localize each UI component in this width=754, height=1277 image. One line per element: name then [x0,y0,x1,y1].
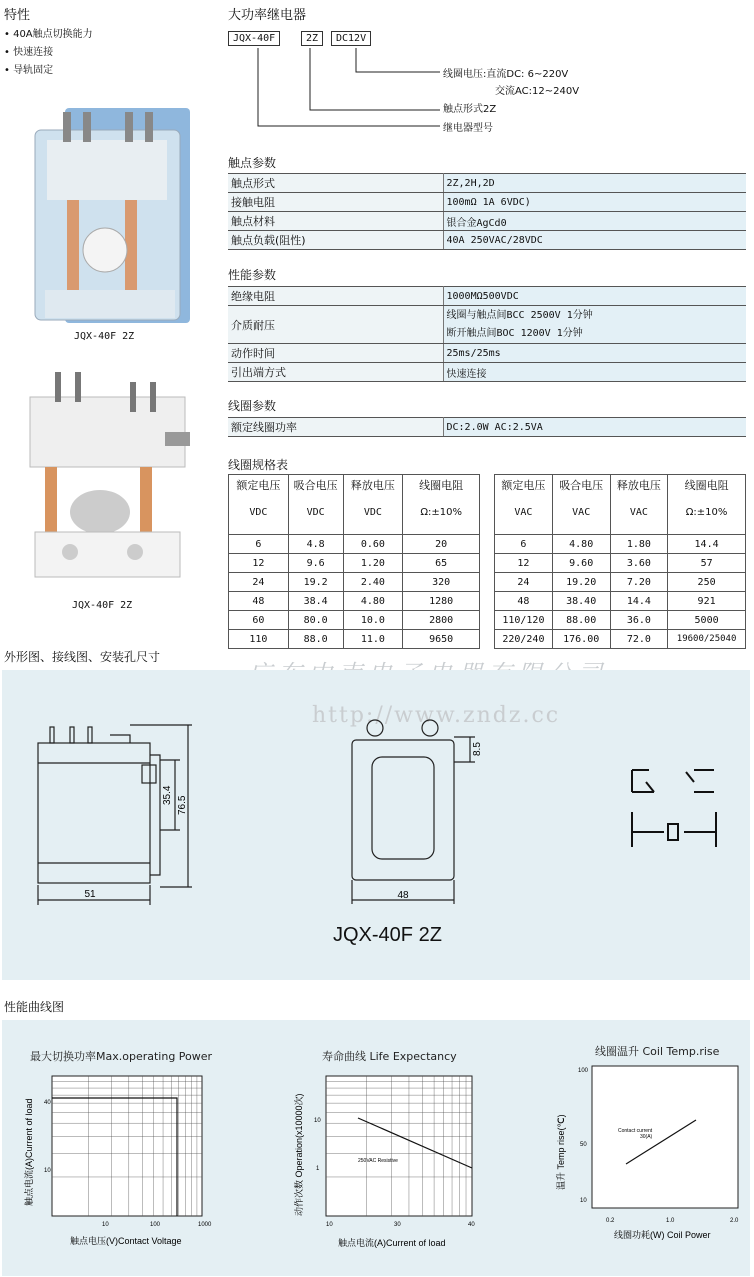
coil-spec-title: 线圈规格表 [228,458,289,472]
tick-label: 40 [468,1222,475,1228]
table-row: 6 4.80 1.80 14.4 [495,535,746,554]
chart-life-note: 250VAC Resistive [358,1158,398,1164]
contact-form-box: 2Z [301,31,323,46]
chart-life-ylabel: 动作次数 Operation(x10000次) [294,1093,304,1216]
coil-voltage-box: DC12V [331,31,371,46]
chart-temp-note: 30(A) [640,1134,653,1140]
table-row: 6 4.8 0.60 20 [229,535,480,554]
contact-params-table [228,173,746,250]
photo-caption-1: JQX-40F 2Z [74,331,135,342]
table-row: 触点负载(阻性) 40A 250VAC/28VDC [228,231,746,250]
table-row: 60 80.0 10.0 2800 [229,611,480,630]
tick-label: 10 [44,1168,51,1174]
table-row: 触点材料 银合金AgCd0 [228,212,746,231]
tick-label: 10 [314,1118,321,1124]
chart-max-power-xlabel: 触点电压(V)Contact Voltage [70,1236,182,1246]
features-section [4,4,93,80]
dim-width-label: 51 [84,889,96,900]
tick-label: 30 [394,1222,401,1228]
tick-label: 10 [580,1198,587,1204]
tick-label: 50 [580,1142,587,1148]
table-row: 介质耐压 线圈与触点间BCC 2500V 1分钟 断开触点间BOC 1200V 1分钟 [228,306,746,344]
model-code-leaders [228,48,443,128]
tick-label: 1000 [198,1222,212,1228]
tick-label: 100 [578,1068,589,1074]
wiring-diagram [624,762,724,854]
tick-label: 1 [316,1166,320,1172]
relay-photo-top [25,100,195,330]
table-row: 12 9.6 1.20 65 [229,554,480,573]
dim-mount-label: 8.5 [472,742,483,756]
table-row: 引出端方式 快速连接 [228,363,746,382]
tick-label: 1.0 [666,1218,675,1224]
photo-caption-2: JQX-40F 2Z [72,600,133,611]
table-row: 动作时间 25ms/25ms [228,344,746,363]
feature-item: • 快速连接 [4,47,54,58]
features-list [4,26,93,80]
performance-params-title: 性能参数 [228,268,277,282]
chart-max-power-ylabel: 触点电流(A)Current of load [24,1098,34,1206]
table-row: 24 19.20 7.20 250 [495,573,746,592]
tick-label: 100 [150,1222,161,1228]
table-row: 110 88.0 11.0 9650 [229,630,480,649]
chart-life-title: 寿命曲线 Life Expectancy [322,1050,457,1063]
table-row: 12 9.60 3.60 57 [495,554,746,573]
coil-params-table [228,417,746,437]
plot-area [52,1076,202,1216]
tick-label: 0.2 [606,1218,615,1224]
plot-area [326,1076,472,1216]
table-row: 48 38.4 4.80 1280 [229,592,480,611]
table-header-row: 额定电压 VDC 吸合电压 VDC 释放电压 VDC 线圈电阻 Ω:±10% [229,475,480,535]
table-row: 220/240 176.00 72.0 19600/25040 [495,630,746,649]
dim-height-label: 76.5 [177,795,188,815]
table-row: 触点形式 2Z,2H,2D [228,174,746,193]
watermark-url: http://www.zndz.cc [312,703,561,728]
relay-photo-bottom [25,372,195,592]
dim-hole-label: 35.4 [162,785,173,805]
outline-model-label: JQX-40F 2Z [333,924,442,946]
relay-model-label: 继电器型号 [443,123,493,134]
outline-title: 外形图、接线图、安装孔尺寸 [4,650,161,664]
contact-form-label: 触点形式2Z [443,104,497,115]
contact-params-title: 触点参数 [228,156,277,170]
chart-temp [548,1060,748,1250]
tick-label: 10 [326,1222,333,1228]
side-view-drawing [30,715,210,910]
table-row: 绝缘电阻 1000MΩ500VDC [228,287,746,306]
top-view-drawing [340,712,500,912]
table-row: 110/120 88.00 36.0 5000 [495,611,746,630]
chart-life-xlabel: 触点电流(A)Current of load [338,1238,446,1248]
chart-life [290,1066,490,1256]
chart-max-power-title: 最大切换功率Max.operating Power [30,1050,213,1063]
table-row: 额定线圈功率 DC:2.0W AC:2.5VA [228,418,746,437]
tick-label: 10 [102,1222,109,1228]
chart-max-power [22,1066,222,1256]
features-title: 特性 [4,8,31,23]
model-code-box: JQX-40F [228,31,280,46]
plot-area [592,1066,738,1208]
table-header-row: 额定电压 VAC 吸合电压 VAC 释放电压 VAC 线圈电阻 Ω:±10% [495,475,746,535]
table-row: 接触电阻 100mΩ 1A 6VDC) [228,193,746,212]
performance-params-table [228,286,746,382]
table-row: 24 19.2 2.40 320 [229,573,480,592]
chart-temp-note: Contact current [618,1128,653,1134]
coil-params-title: 线圈参数 [228,399,277,413]
feature-item: • 40A触点切换能力 [4,29,93,40]
product-title: 大功率继电器 [228,8,307,23]
chart-temp-title: 线圈温升 Coil Temp.rise [595,1045,720,1058]
tick-label: 40 [44,1100,51,1106]
coil-voltage-ac-label: 交流AC:12~240V [495,86,580,97]
coil-spec-dc-table [228,474,480,649]
dim-base-label: 48 [397,890,409,901]
table-row: 48 38.40 14.4 921 [495,592,746,611]
curves-title: 性能曲线图 [4,1000,65,1014]
tick-label: 2.0 [730,1218,739,1224]
chart-temp-xlabel: 线圈功耗(W) Coil Power [614,1230,711,1240]
coil-spec-ac-table [494,474,746,649]
chart-temp-ylabel: 温升 Temp rise(℃) [556,1114,566,1190]
feature-item: • 导轨固定 [4,65,54,76]
coil-voltage-label: 线圈电压:直流DC: 6~220V [443,69,569,80]
